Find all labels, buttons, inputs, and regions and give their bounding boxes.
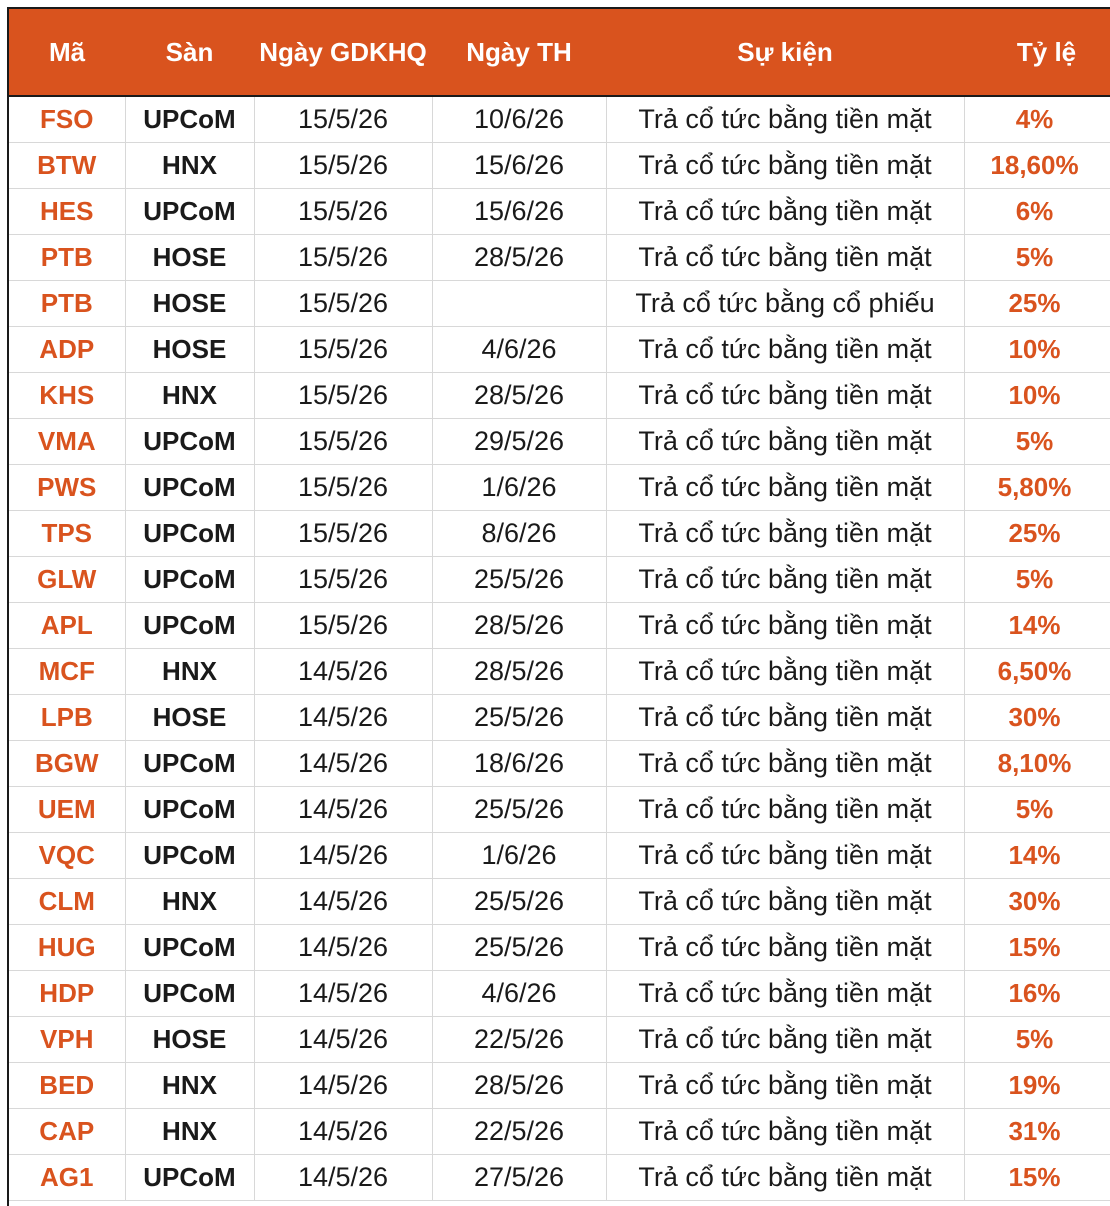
cell-ty-le[interactable] [964,419,1110,465]
ty-le-value: 6,50% [997,656,1072,686]
ty-le-value: 30% [1008,702,1061,732]
cell-ma[interactable]: HUG [9,925,125,971]
cell-san[interactable]: UPCoM [125,1155,254,1201]
table-row [9,971,1110,1017]
cell-ngay-th[interactable]: 22/5/26 [432,1017,606,1063]
cell-ma[interactable]: MCF [9,649,125,695]
cell-ngay-gdkhq[interactable]: 15/5/26 [254,327,432,373]
cell-su-kien[interactable]: Trả cổ tức bằng tiền mặt [606,511,964,557]
cell-ngay-th[interactable]: 25/5/26 [432,925,606,971]
cell-ma[interactable]: BTW [9,143,125,189]
cell-ty-le[interactable] [964,143,1110,189]
ty-le-value: 15% [1008,932,1061,962]
cell-su-kien[interactable]: Trả cổ tức bằng tiền mặt [606,373,964,419]
cell-ngay-th[interactable]: 28/5/26 [432,649,606,695]
cell-ma[interactable]: BGW [9,741,125,787]
table-row [9,649,1110,695]
table-row [9,235,1110,281]
cell-ma[interactable]: CLM [9,879,125,925]
ty-le-value: 25% [1008,288,1061,318]
cell-su-kien[interactable]: Trả cổ tức bằng tiền mặt [606,96,964,143]
table-row [9,1109,1110,1155]
cell-ngay-th[interactable]: 28/5/26 [432,235,606,281]
cell-ngay-gdkhq[interactable]: 14/5/26 [254,741,432,787]
table-row [9,695,1110,741]
ty-le-value: 10% [1008,380,1061,410]
ty-le-value: 30% [1008,886,1061,916]
table-row [9,373,1110,419]
header-row [9,9,1110,96]
cell-ty-le[interactable] [964,879,1110,925]
cell-ngay-gdkhq[interactable]: 15/5/26 [254,465,432,511]
cell-ngay-gdkhq[interactable]: 14/5/26 [254,1155,432,1201]
cell-ngay-th[interactable]: 18/6/26 [432,741,606,787]
header-ngay-gdkhq[interactable]: Ngày GDKHQ [254,9,432,96]
table-row [9,143,1110,189]
cell-ma[interactable]: VPH [9,1017,125,1063]
cell-su-kien[interactable]: Trả cổ tức bằng tiền mặt [606,1017,964,1063]
ty-le-value: 16% [1008,978,1061,1008]
ty-le-value: 5% [1015,242,1054,272]
cell-ngay-th[interactable]: 10/6/26 [432,96,606,143]
header-ty-le[interactable]: Tỷ lệ [964,9,1110,96]
cell-ngay-gdkhq[interactable]: 15/5/26 [254,189,432,235]
cell-ma[interactable]: APL [9,603,125,649]
cell-su-kien[interactable]: Trả cổ tức bằng tiền mặt [606,465,964,511]
cell-ty-le[interactable] [964,373,1110,419]
cell-ngay-gdkhq[interactable]: 15/5/26 [254,419,432,465]
cell-ngay-th[interactable]: 4/6/26 [432,327,606,373]
cell-san[interactable]: HNX [125,143,254,189]
cell-ngay-gdkhq[interactable]: 14/5/26 [254,1063,432,1109]
cell-san[interactable]: UPCoM [125,741,254,787]
ty-le-value: 5% [1015,1024,1054,1054]
cell-su-kien[interactable]: Trả cổ tức bằng tiền mặt [606,741,964,787]
cell-su-kien[interactable]: Trả cổ tức bằng tiền mặt [606,557,964,603]
cell-ngay-gdkhq[interactable]: 14/5/26 [254,925,432,971]
ty-le-value: 5% [1015,426,1054,456]
cell-ngay-th[interactable]: 1/6/26 [432,833,606,879]
cell-ngay-gdkhq[interactable]: 14/5/26 [254,649,432,695]
cell-ty-le[interactable] [964,695,1110,741]
cell-san[interactable]: HNX [125,1109,254,1155]
cell-san[interactable]: HNX [125,649,254,695]
cell-san[interactable]: HOSE [125,235,254,281]
cell-su-kien[interactable]: Trả cổ tức bằng tiền mặt [606,235,964,281]
table-row [9,1017,1110,1063]
cell-su-kien[interactable]: Trả cổ tức bằng tiền mặt [606,327,964,373]
cell-san[interactable]: UPCoM [125,96,254,143]
table-row [9,787,1110,833]
cell-ty-le[interactable] [964,1155,1110,1201]
cell-ty-le[interactable] [964,971,1110,1017]
table-row [9,557,1110,603]
ty-le-value: 25% [1008,518,1061,548]
table-body [9,96,1110,1201]
cell-su-kien[interactable]: Trả cổ tức bằng tiền mặt [606,419,964,465]
cell-ty-le[interactable] [964,1017,1110,1063]
cell-ngay-th[interactable]: 15/6/26 [432,143,606,189]
cell-ngay-gdkhq[interactable]: 15/5/26 [254,373,432,419]
dividend-table-sheet [7,7,1110,1206]
cell-ty-le[interactable] [964,96,1110,143]
cell-ty-le[interactable] [964,235,1110,281]
cell-ngay-th[interactable]: 22/5/26 [432,1109,606,1155]
cell-su-kien[interactable]: Trả cổ tức bằng tiền mặt [606,879,964,925]
cell-su-kien[interactable]: Trả cổ tức bằng tiền mặt [606,1155,964,1201]
cell-san[interactable]: UPCoM [125,557,254,603]
cell-ma[interactable]: LPB [9,695,125,741]
dividend-table [9,9,1110,1201]
cell-ma[interactable]: UEM [9,787,125,833]
cell-su-kien[interactable]: Trả cổ tức bằng tiền mặt [606,649,964,695]
ty-le-value: 18,60% [990,150,1079,180]
cell-ngay-gdkhq[interactable]: 14/5/26 [254,1017,432,1063]
cell-su-kien[interactable]: Trả cổ tức bằng tiền mặt [606,971,964,1017]
header-san[interactable]: Sàn [125,9,254,96]
cell-san[interactable]: UPCoM [125,603,254,649]
ty-le-value: 14% [1008,610,1061,640]
cell-ty-le[interactable] [964,511,1110,557]
table-row [9,741,1110,787]
cell-su-kien[interactable]: Trả cổ tức bằng tiền mặt [606,189,964,235]
cell-san[interactable]: HOSE [125,281,254,327]
cell-ngay-gdkhq[interactable]: 15/5/26 [254,557,432,603]
table-row [9,879,1110,925]
table-row [9,603,1110,649]
table-row [9,419,1110,465]
cell-ma[interactable]: HDP [9,971,125,1017]
table-row [9,833,1110,879]
ty-le-value: 4% [1015,104,1054,134]
ty-le-value: 10% [1008,334,1061,364]
cell-san[interactable]: UPCoM [125,971,254,1017]
cell-ty-le[interactable] [964,603,1110,649]
cell-ngay-gdkhq[interactable]: 15/5/26 [254,511,432,557]
cell-ma[interactable]: BED [9,1063,125,1109]
cell-ngay-gdkhq[interactable]: 14/5/26 [254,833,432,879]
cell-san[interactable]: UPCoM [125,833,254,879]
cell-ngay-th[interactable]: 29/5/26 [432,419,606,465]
cell-san[interactable]: UPCoM [125,465,254,511]
cell-ngay-th[interactable]: 28/5/26 [432,603,606,649]
cell-su-kien[interactable]: Trả cổ tức bằng tiền mặt [606,1063,964,1109]
cell-san[interactable]: UPCoM [125,189,254,235]
table-row [9,465,1110,511]
ty-le-value: 8,10% [997,748,1072,778]
cell-ngay-gdkhq[interactable]: 15/5/26 [254,235,432,281]
cell-ty-le[interactable] [964,1063,1110,1109]
cell-ngay-gdkhq[interactable]: 15/5/26 [254,603,432,649]
cell-ty-le[interactable] [964,557,1110,603]
cell-ngay-gdkhq[interactable]: 14/5/26 [254,787,432,833]
cell-ma[interactable]: CAP [9,1109,125,1155]
cell-ngay-th[interactable]: 25/5/26 [432,557,606,603]
cell-ngay-th[interactable]: 15/6/26 [432,189,606,235]
cell-ngay-th[interactable]: 8/6/26 [432,511,606,557]
cell-ma[interactable]: AG1 [9,1155,125,1201]
ty-le-value: 14% [1008,840,1061,870]
ty-le-value: 5% [1015,794,1054,824]
cell-ngay-th[interactable]: 25/5/26 [432,695,606,741]
cell-ty-le[interactable] [964,741,1110,787]
header-ngay-th[interactable]: Ngày TH [432,9,606,96]
cell-ty-le[interactable] [964,189,1110,235]
cell-ngay-gdkhq[interactable]: 15/5/26 [254,143,432,189]
cell-ngay-th[interactable]: 25/5/26 [432,787,606,833]
cell-ngay-th[interactable]: 25/5/26 [432,879,606,925]
cell-san[interactable]: UPCoM [125,419,254,465]
cell-su-kien[interactable]: Trả cổ tức bằng tiền mặt [606,143,964,189]
cell-ma[interactable]: VMA [9,419,125,465]
cell-su-kien[interactable]: Trả cổ tức bằng tiền mặt [606,833,964,879]
cell-su-kien[interactable]: Trả cổ tức bằng tiền mặt [606,1109,964,1155]
ty-le-value: 5% [1015,564,1054,594]
cell-ngay-gdkhq[interactable]: 14/5/26 [254,879,432,925]
cell-ngay-th[interactable]: 27/5/26 [432,1155,606,1201]
cell-ty-le[interactable] [964,327,1110,373]
table-row [9,281,1110,327]
ty-le-value: 5,80% [997,472,1072,502]
cell-san[interactable]: HNX [125,1063,254,1109]
cell-ma[interactable]: VQC [9,833,125,879]
cell-ty-le[interactable] [964,925,1110,971]
cell-ngay-th[interactable]: 28/5/26 [432,1063,606,1109]
cell-ma[interactable]: GLW [9,557,125,603]
cell-ma[interactable]: TPS [9,511,125,557]
cell-ngay-gdkhq[interactable]: 14/5/26 [254,971,432,1017]
ty-le-value: 19% [1008,1070,1061,1100]
cell-ma[interactable]: PWS [9,465,125,511]
cell-san[interactable]: HNX [125,373,254,419]
cell-ty-le[interactable] [964,1109,1110,1155]
cell-su-kien[interactable]: Trả cổ tức bằng tiền mặt [606,787,964,833]
cell-san[interactable]: HOSE [125,695,254,741]
cell-ma[interactable]: PTB [9,281,125,327]
table-row [9,327,1110,373]
cell-ty-le[interactable] [964,465,1110,511]
cell-ngay-gdkhq[interactable]: 14/5/26 [254,1109,432,1155]
cell-ty-le[interactable] [964,649,1110,695]
cell-su-kien[interactable]: Trả cổ tức bằng tiền mặt [606,603,964,649]
table-row [9,189,1110,235]
table-row [9,1063,1110,1109]
table-row [9,96,1110,143]
cell-ty-le[interactable] [964,833,1110,879]
cell-ngay-gdkhq[interactable]: 15/5/26 [254,281,432,327]
cell-san[interactable]: UPCoM [125,925,254,971]
cell-ma[interactable]: HES [9,189,125,235]
cell-ma[interactable]: FSO [9,96,125,143]
cell-ngay-th[interactable]: 4/6/26 [432,971,606,1017]
header-su-kien[interactable]: Sự kiện [606,9,964,96]
header-ma[interactable]: Mã [9,9,125,96]
cell-san[interactable]: HNX [125,879,254,925]
cell-san[interactable]: HOSE [125,1017,254,1063]
cell-ngay-gdkhq[interactable]: 15/5/26 [254,96,432,143]
cell-ngay-th[interactable]: 1/6/26 [432,465,606,511]
cell-su-kien[interactable]: Trả cổ tức bằng cổ phiếu [606,281,964,327]
cell-san[interactable]: UPCoM [125,511,254,557]
cell-san[interactable]: UPCoM [125,787,254,833]
ty-le-value: 31% [1008,1116,1061,1146]
table-row [9,511,1110,557]
cell-san[interactable]: HOSE [125,327,254,373]
ty-le-value: 15% [1008,1162,1061,1192]
ty-le-value: 6% [1015,196,1054,226]
cell-ngay-th[interactable]: 28/5/26 [432,373,606,419]
cell-ma[interactable]: PTB [9,235,125,281]
cell-su-kien[interactable]: Trả cổ tức bằng tiền mặt [606,925,964,971]
cell-ty-le[interactable] [964,787,1110,833]
table-header [9,9,1110,96]
table-row [9,1155,1110,1201]
cell-ma[interactable]: ADP [9,327,125,373]
cell-su-kien[interactable]: Trả cổ tức bằng tiền mặt [606,695,964,741]
cell-ma[interactable]: KHS [9,373,125,419]
cell-ngay-gdkhq[interactable]: 14/5/26 [254,695,432,741]
cell-ty-le[interactable] [964,281,1110,327]
cell-ngay-th[interactable] [432,281,606,327]
table-row [9,925,1110,971]
